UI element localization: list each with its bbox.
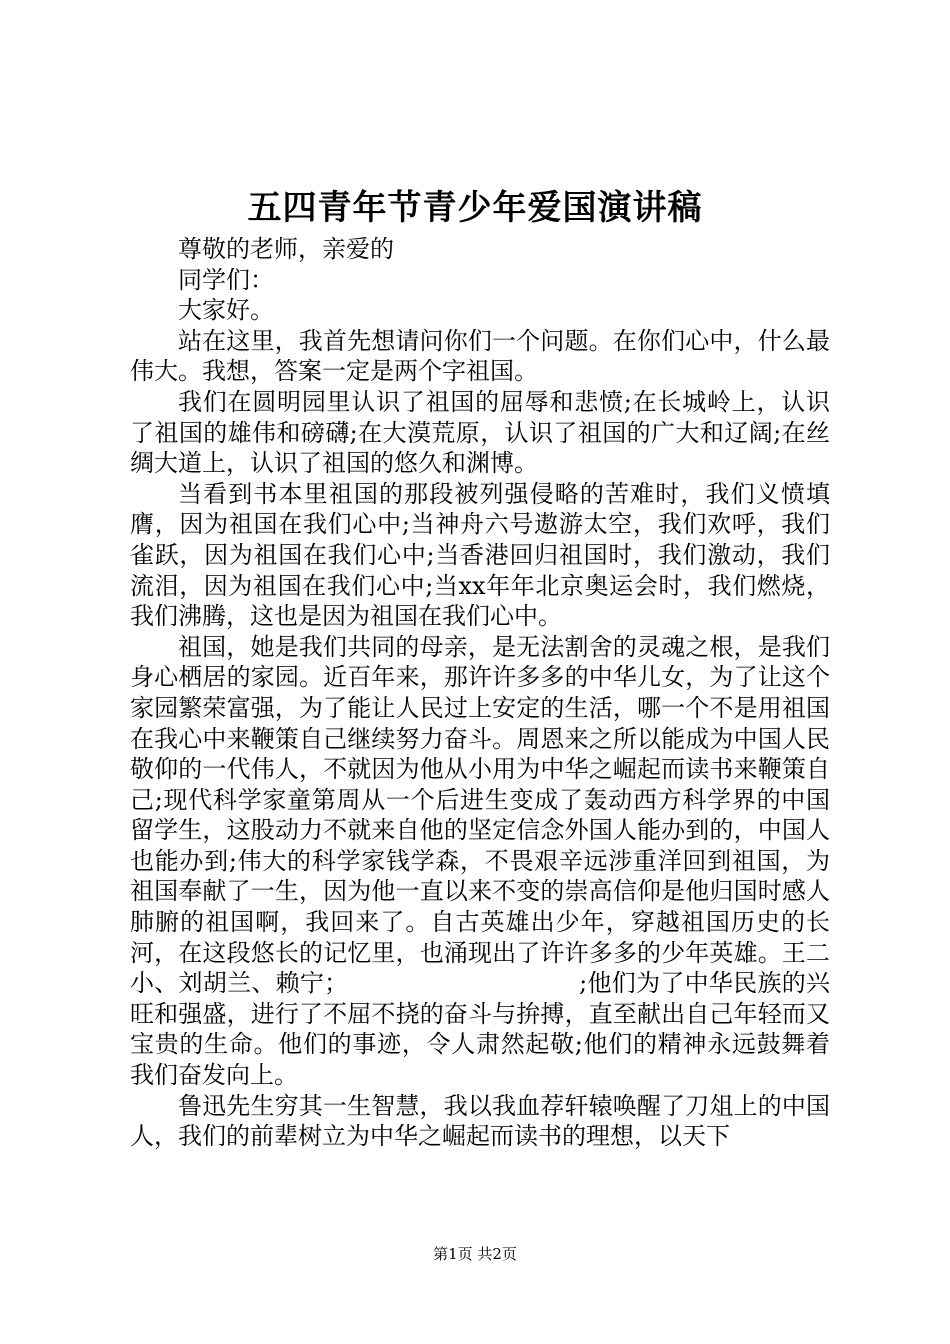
paragraph-question: 站在这里，我首先想请问你们一个问题。在你们心中，什么最伟大。我想，答案一定是两个字祖国。 bbox=[130, 326, 830, 386]
page-number-footer: 第1页 共2页 bbox=[433, 1245, 517, 1263]
paragraph-motherland: 祖国，她是我们共同的母亲，是无法割舍的灵魂之根，是我们身心栖居的家园。近百年来，那许许多多的中华儿女，为了让这个家园繁荣富强，为了能让人民过上安定的生活，哪一个不是用祖国在我心中来鞭策自己继续努力奋斗。周恩来之所以能成为中国人民敬仰的一代伟人，不就因为他从小用为中华之崛起而读书来鞭策自己;现代科学家童第周从一个后进生变成了轰动西方科学界的中国留学生，这股动力不就来自他的坚定信念外国人能办到的，中国人也能办到;伟大的科学家钱学森，不畏艰辛远涉重洋回到祖国，为祖国奉献了一生，因为他一直以来不变的崇高信仰是他归国时感人肺腑的祖国啊，我回来了。自古英雄出少年，穿越祖国历史的长河，在这段悠长的记忆里，也涌现出了许许多多的少年英雄。王二小、刘胡兰、赖宁； ;他们为了中华民族的兴旺和强盛，进行了不屈不挠的奋斗与拚搏，直至献出自己年轻而又宝贵的生命。他们的事迹，令人肃然起敬;他们的精神永远鼓舞着我们奋发向上。 bbox=[130, 632, 830, 1090]
salutation-line-2: 同学们： bbox=[178, 265, 274, 294]
salutation-line-1: 尊敬的老师，亲爱的 bbox=[178, 235, 394, 263]
paragraph-recognition: 我们在圆明园里认识了祖国的屈辱和悲愤;在长城岭上，认识了祖国的雄伟和磅礴;在大漠荒原，认识了祖国的广大和辽阔;在丝绸大道上，认识了祖国的悠久和渊博。 bbox=[130, 387, 830, 478]
document-title: 五四青年节青少年爱国演讲稿 bbox=[247, 188, 703, 228]
greeting-line: 大家好。 bbox=[178, 296, 274, 325]
document-body bbox=[130, 234, 830, 1152]
paragraph-lu-xun: 鲁迅先生穷其一生智慧，我以我血荐轩辕唤醒了刀俎上的中国人，我们的前辈树立为中华之崛起而读书的理想，以天下 bbox=[130, 1091, 830, 1151]
paragraph-in-our-hearts: 当看到书本里祖国的那段被列强侵略的苦难时，我们义愤填膺，因为祖国在我们心中;当神舟六号遨游太空，我们欢呼，我们雀跃，因为祖国在我们心中;当香港回归祖国时，我们激动，我们流泪，因为祖国在我们心中;当xx年年北京奥运会时，我们燃烧，我们沸腾，这也是因为祖国在我们心中。 bbox=[130, 479, 830, 631]
